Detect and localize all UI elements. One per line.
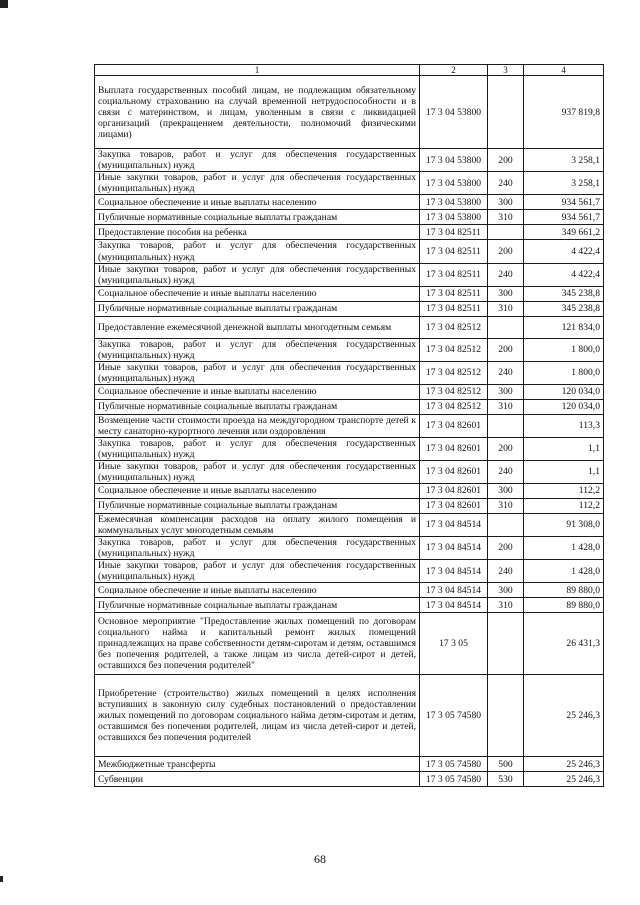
- row-amount-cell: 1,1: [524, 437, 604, 460]
- row-name-cell: Приобретение (строительство) жилых помещений в целях исполнения вступивших в законную силу судебных постановлений о предоставлении жилых помещений по договорам социального найма детям-сиротам и детям, оставшимся без попечения родителей, лицам из числа детей-сирот и детей, оставшихся без попечения родителей: [95, 675, 420, 757]
- row-name-cell: Публичные нормативные социальные выплаты гражданам: [95, 301, 420, 316]
- row-code-cell: 17 3 05 74580: [420, 675, 488, 757]
- row-code-cell: 17 3 04 82511: [420, 263, 488, 286]
- table-row: [95, 675, 604, 757]
- row-amount-cell: 1 800,0: [524, 338, 604, 361]
- row-code-cell: 17 3 04 53800: [420, 149, 488, 172]
- row-name-cell: Социальное обеспечение и иные выплаты населению: [95, 483, 420, 498]
- page-number: 68: [314, 852, 326, 866]
- row-name-cell: Социальное обеспечение и иные выплаты населению: [95, 583, 420, 598]
- row-name-cell: Публичные нормативные социальные выплаты гражданам: [95, 399, 420, 414]
- row-type-cell: 240: [488, 263, 524, 286]
- row-amount-cell: 3 258,1: [524, 149, 604, 172]
- row-type-cell: [488, 225, 524, 240]
- table-row: [95, 301, 604, 316]
- header-row: [95, 65, 604, 76]
- row-name-cell: Иные закупки товаров, работ и услуг для обеспечения государственных (муниципальных) нужд: [95, 560, 420, 583]
- table-row: [95, 76, 604, 149]
- row-code-cell: 17 3 05 74580: [420, 772, 488, 787]
- row-code-cell: 17 3 04 82601: [420, 414, 488, 437]
- row-type-cell: 240: [488, 560, 524, 583]
- row-name-cell: Закупка товаров, работ и услуг для обеспечения государственных (муниципальных) нужд: [95, 149, 420, 172]
- row-code-cell: 17 3 04 82512: [420, 338, 488, 361]
- table-row: [95, 210, 604, 225]
- row-amount-cell: 91 308,0: [524, 513, 604, 536]
- row-type-cell: 500: [488, 757, 524, 772]
- row-name-cell: Возмещение части стоимости проезда на междугородном транспорте детей к месту санаторно-курортного лечения или оздоровления: [95, 414, 420, 437]
- row-type-cell: 530: [488, 772, 524, 787]
- table-row: [95, 757, 604, 772]
- row-code-cell: 17 3 04 84514: [420, 536, 488, 559]
- table-row: [95, 240, 604, 263]
- row-code-cell: 17 3 04 82511: [420, 286, 488, 301]
- row-name-cell: Выплата государственных пособий лицам, не подлежащим обязательному социальному страхованию на случай временной нетрудоспособности и в связи с материнством, и лицам, уволенным в связи с ликвидацией организаций (прекращением деятельности, полномочий физическими лицами): [95, 76, 420, 149]
- row-code-cell: 17 3 04 84514: [420, 560, 488, 583]
- row-name-cell: Публичные нормативные социальные выплаты гражданам: [95, 598, 420, 613]
- row-amount-cell: 120 034,0: [524, 384, 604, 399]
- row-code-cell: 17 3 04 82601: [420, 460, 488, 483]
- row-code-cell: 17 3 04 53800: [420, 172, 488, 195]
- table-row: [95, 414, 604, 437]
- row-type-cell: 200: [488, 240, 524, 263]
- row-amount-cell: 4 422,4: [524, 263, 604, 286]
- row-code-cell: 17 3 04 84514: [420, 583, 488, 598]
- row-type-cell: 310: [488, 301, 524, 316]
- row-code-cell: 17 3 04 53800: [420, 195, 488, 210]
- row-type-cell: 200: [488, 149, 524, 172]
- row-name-cell: Социальное обеспечение и иные выплаты населению: [95, 286, 420, 301]
- row-name-cell: Основное мероприятие "Предоставление жилых помещений по договорам социального найма и капитальный ремонт жилых помещений принадлежащих на праве собственности детям-сиротам и детям, оставшимся без попечения родителей, а также лицам из числа детей-сирот и детей, оставшихся без попечения родителей": [95, 613, 420, 675]
- table-row: [95, 772, 604, 787]
- table-row: [95, 286, 604, 301]
- row-amount-cell: 113,3: [524, 414, 604, 437]
- row-amount-cell: 345 238,8: [524, 301, 604, 316]
- row-code-cell: 17 3 04 82512: [420, 316, 488, 338]
- row-type-cell: 300: [488, 286, 524, 301]
- row-code-cell: 17 3 04 82512: [420, 399, 488, 414]
- table-row: [95, 583, 604, 598]
- table-row: [95, 460, 604, 483]
- header-col-1: 1: [95, 65, 420, 76]
- row-amount-cell: 25 246,3: [524, 675, 604, 757]
- row-code-cell: 17 3 04 82511: [420, 301, 488, 316]
- table-row: [95, 613, 604, 675]
- table-row: [95, 437, 604, 460]
- row-type-cell: [488, 513, 524, 536]
- row-type-cell: [488, 613, 524, 675]
- table-row: [95, 399, 604, 414]
- row-code-cell: 17 3 04 82511: [420, 240, 488, 263]
- table-row: [95, 384, 604, 399]
- table-row: [95, 172, 604, 195]
- row-amount-cell: 1 800,0: [524, 361, 604, 384]
- row-name-cell: Иные закупки товаров, работ и услуг для обеспечения государственных (муниципальных) нужд: [95, 361, 420, 384]
- row-amount-cell: 89 880,0: [524, 583, 604, 598]
- row-code-cell: 17 3 04 82601: [420, 483, 488, 498]
- header-col-4: 4: [524, 65, 604, 76]
- row-name-cell: Субвенции: [95, 772, 420, 787]
- table-row: [95, 316, 604, 338]
- row-name-cell: Ежемесячная компенсация расходов на оплату жилого помещения и коммунальных услуг многодетным семьям: [95, 513, 420, 536]
- row-amount-cell: 1,1: [524, 460, 604, 483]
- row-type-cell: 240: [488, 172, 524, 195]
- row-type-cell: 200: [488, 437, 524, 460]
- row-type-cell: 200: [488, 338, 524, 361]
- table-row: [95, 483, 604, 498]
- row-amount-cell: 1 428,0: [524, 560, 604, 583]
- row-type-cell: 300: [488, 195, 524, 210]
- row-name-cell: Закупка товаров, работ и услуг для обеспечения государственных (муниципальных) нужд: [95, 338, 420, 361]
- row-amount-cell: 4 422,4: [524, 240, 604, 263]
- row-type-cell: 310: [488, 210, 524, 225]
- row-amount-cell: 121 834,0: [524, 316, 604, 338]
- table-row: [95, 195, 604, 210]
- row-name-cell: Социальное обеспечение и иные выплаты населению: [95, 384, 420, 399]
- row-amount-cell: 934 561,7: [524, 210, 604, 225]
- row-amount-cell: 112,2: [524, 498, 604, 513]
- row-type-cell: [488, 76, 524, 149]
- table-row: [95, 338, 604, 361]
- row-type-cell: 240: [488, 361, 524, 384]
- row-code-cell: 17 3 04 53800: [420, 76, 488, 149]
- table-row: [95, 560, 604, 583]
- row-name-cell: Закупка товаров, работ и услуг для обеспечения государственных (муниципальных) нужд: [95, 536, 420, 559]
- row-amount-cell: 934 561,7: [524, 195, 604, 210]
- row-type-cell: 200: [488, 536, 524, 559]
- row-type-cell: 310: [488, 598, 524, 613]
- table-row: [95, 498, 604, 513]
- row-code-cell: 17 3 04 53800: [420, 210, 488, 225]
- table-row: [95, 598, 604, 613]
- table-row: [95, 536, 604, 559]
- row-code-cell: 17 3 04 84514: [420, 513, 488, 536]
- row-name-cell: Предоставление пособия на ребенка: [95, 225, 420, 240]
- table-row: [95, 513, 604, 536]
- table-body: [95, 76, 604, 787]
- budget-table: [94, 64, 604, 787]
- row-name-cell: Иные закупки товаров, работ и услуг для обеспечения государственных (муниципальных) нужд: [95, 172, 420, 195]
- row-name-cell: Публичные нормативные социальные выплаты гражданам: [95, 210, 420, 225]
- row-type-cell: [488, 316, 524, 338]
- row-code-cell: 17 3 05: [420, 613, 488, 675]
- row-amount-cell: 1 428,0: [524, 536, 604, 559]
- row-name-cell: Публичные нормативные социальные выплаты гражданам: [95, 498, 420, 513]
- row-type-cell: [488, 414, 524, 437]
- row-name-cell: Иные закупки товаров, работ и услуг для обеспечения государственных (муниципальных) нужд: [95, 460, 420, 483]
- table-row: [95, 225, 604, 240]
- header-col-2: 2: [420, 65, 488, 76]
- row-amount-cell: 937 819,8: [524, 76, 604, 149]
- row-type-cell: 240: [488, 460, 524, 483]
- row-code-cell: 17 3 04 84514: [420, 598, 488, 613]
- row-code-cell: 17 3 04 82601: [420, 437, 488, 460]
- row-type-cell: 300: [488, 384, 524, 399]
- row-name-cell: Закупка товаров, работ и услуг для обеспечения государственных (муниципальных) нужд: [95, 240, 420, 263]
- row-type-cell: [488, 675, 524, 757]
- table-row: [95, 263, 604, 286]
- row-amount-cell: 120 034,0: [524, 399, 604, 414]
- header-col-3: 3: [488, 65, 524, 76]
- row-type-cell: 310: [488, 399, 524, 414]
- row-code-cell: 17 3 04 82512: [420, 361, 488, 384]
- table-row: [95, 361, 604, 384]
- row-type-cell: 300: [488, 583, 524, 598]
- row-name-cell: Межбюджетные трансферты: [95, 757, 420, 772]
- scan-edge-mark: [0, 876, 3, 882]
- row-name-cell: Иные закупки товаров, работ и услуг для обеспечения государственных (муниципальных) нужд: [95, 263, 420, 286]
- row-amount-cell: 25 246,3: [524, 757, 604, 772]
- row-name-cell: Предоставление ежемесячной денежной выплаты многодетным семьям: [95, 316, 420, 338]
- table-row: [95, 149, 604, 172]
- row-name-cell: Закупка товаров, работ и услуг для обеспечения государственных (муниципальных) нужд: [95, 437, 420, 460]
- row-amount-cell: 89 880,0: [524, 598, 604, 613]
- row-amount-cell: 26 431,3: [524, 613, 604, 675]
- row-code-cell: 17 3 04 82511: [420, 225, 488, 240]
- row-amount-cell: 112,2: [524, 483, 604, 498]
- row-amount-cell: 349 661,2: [524, 225, 604, 240]
- row-type-cell: 300: [488, 483, 524, 498]
- row-code-cell: 17 3 05 74580: [420, 757, 488, 772]
- row-code-cell: 17 3 04 82512: [420, 384, 488, 399]
- row-type-cell: 310: [488, 498, 524, 513]
- row-amount-cell: 3 258,1: [524, 172, 604, 195]
- row-code-cell: 17 3 04 82601: [420, 498, 488, 513]
- scan-corner-mark: [0, 0, 8, 8]
- row-amount-cell: 25 246,3: [524, 772, 604, 787]
- row-name-cell: Социальное обеспечение и иные выплаты населению: [95, 195, 420, 210]
- row-amount-cell: 345 238,8: [524, 286, 604, 301]
